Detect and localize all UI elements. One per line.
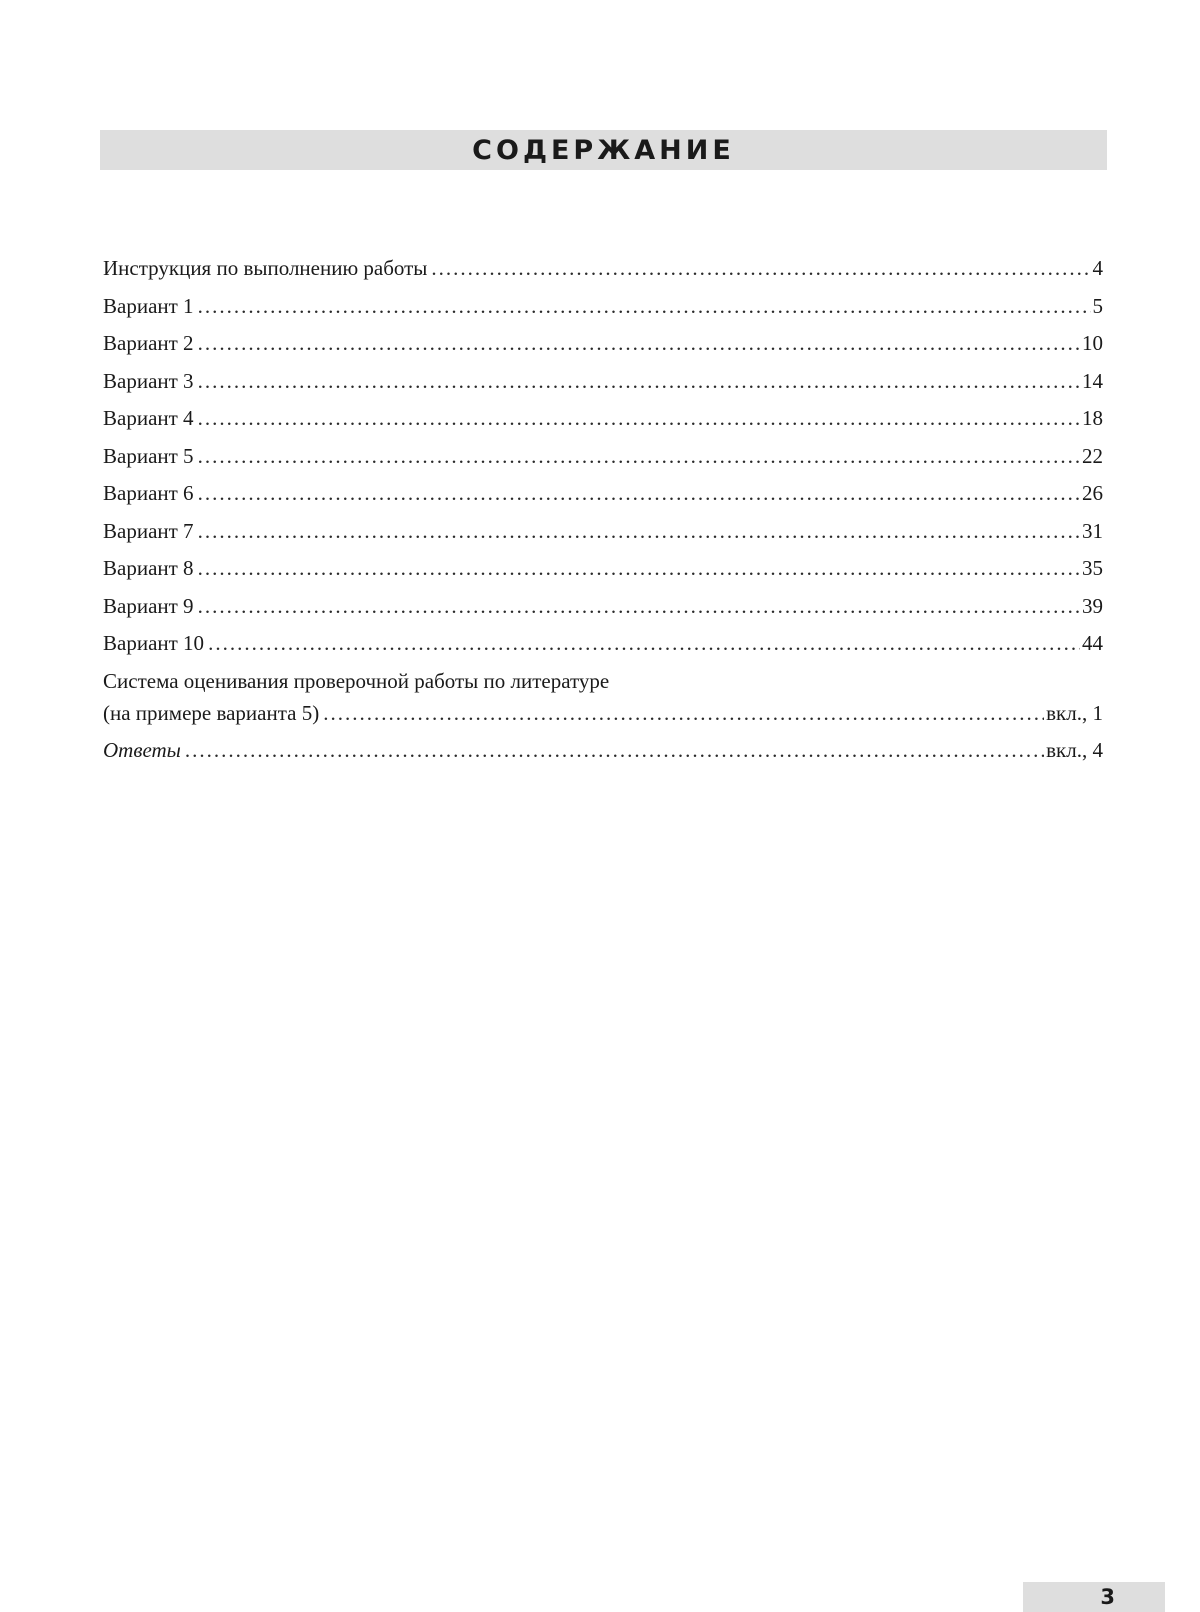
heading-band — [100, 130, 1107, 170]
dot-leader — [198, 556, 1080, 581]
toc-entry-variant-2[interactable] — [103, 331, 1103, 369]
toc-entry-page: 35 — [1082, 556, 1103, 580]
dot-leader — [198, 519, 1080, 544]
toc-entry-title: Вариант 10 — [103, 631, 205, 655]
dot-leader — [323, 701, 1044, 726]
toc-entry-title: Система оценивания проверочной работы по литературе — [103, 668, 610, 693]
toc-entry-page: вкл., 1 — [1046, 700, 1103, 725]
toc-entry-page: 22 — [1082, 443, 1103, 468]
toc-entry-page: 10 — [1082, 331, 1103, 355]
toc-entry-page: 18 — [1082, 406, 1103, 430]
toc-entry-title-continued: (на примере варианта 5) — [103, 700, 320, 725]
dot-leader — [185, 738, 1044, 763]
toc-entry-title: Вариант 5 — [103, 443, 194, 468]
dot-leader — [198, 481, 1080, 506]
toc-entry-variant-4[interactable] — [103, 406, 1103, 444]
toc-entry-page: 4 — [1092, 256, 1103, 280]
dot-leader — [198, 294, 1091, 319]
toc-entry-title: Вариант 9 — [103, 593, 194, 618]
page-number-band — [1023, 1582, 1165, 1612]
dot-leader — [431, 256, 1090, 281]
toc-entry-variant-9[interactable] — [103, 594, 1103, 632]
toc-entry-page: 44 — [1082, 631, 1103, 655]
toc-entry-title: Вариант 6 — [103, 481, 194, 505]
toc-entry-page: вкл., 4 — [1046, 738, 1103, 762]
toc-entry-page: 39 — [1082, 593, 1103, 618]
dot-leader — [198, 406, 1080, 431]
toc-entry-title: Вариант 8 — [103, 556, 194, 580]
toc-entry-page: 26 — [1082, 481, 1103, 505]
table-of-contents — [103, 256, 1103, 776]
toc-entry-page: 31 — [1082, 518, 1103, 543]
toc-entry-assessment[interactable] — [103, 701, 1103, 739]
toc-entry-title: Вариант 7 — [103, 518, 194, 543]
toc-entry-assessment-line-1[interactable] — [103, 669, 1103, 701]
dot-leader — [198, 331, 1080, 356]
toc-entry-instructions[interactable] — [103, 256, 1103, 294]
toc-entry-variant-7[interactable] — [103, 519, 1103, 557]
toc-entry-variant-1[interactable] — [103, 294, 1103, 332]
page-heading: СОДЕРЖАНИЕ — [472, 134, 735, 166]
toc-entry-page: 14 — [1082, 368, 1103, 393]
toc-entry-title: Вариант 3 — [103, 368, 194, 393]
dot-leader — [208, 631, 1080, 656]
page-number: 3 — [1100, 1585, 1115, 1609]
toc-entry-variant-6[interactable] — [103, 481, 1103, 519]
toc-entry-answers[interactable] — [103, 738, 1103, 776]
dot-leader — [198, 369, 1080, 394]
toc-entry-title: Ответы — [103, 738, 181, 762]
toc-entry-variant-10[interactable] — [103, 631, 1103, 669]
toc-entry-title: Инструкция по выполнению работы — [103, 256, 428, 280]
toc-entry-page: 5 — [1092, 293, 1103, 318]
dot-leader — [198, 594, 1080, 619]
toc-entry-variant-8[interactable] — [103, 556, 1103, 594]
toc-entry-variant-3[interactable] — [103, 369, 1103, 407]
toc-entry-variant-5[interactable] — [103, 444, 1103, 482]
toc-entry-title: Вариант 2 — [103, 331, 194, 355]
toc-entry-title: Вариант 4 — [103, 406, 194, 430]
dot-leader — [198, 444, 1080, 469]
toc-entry-title: Вариант 1 — [103, 293, 194, 318]
